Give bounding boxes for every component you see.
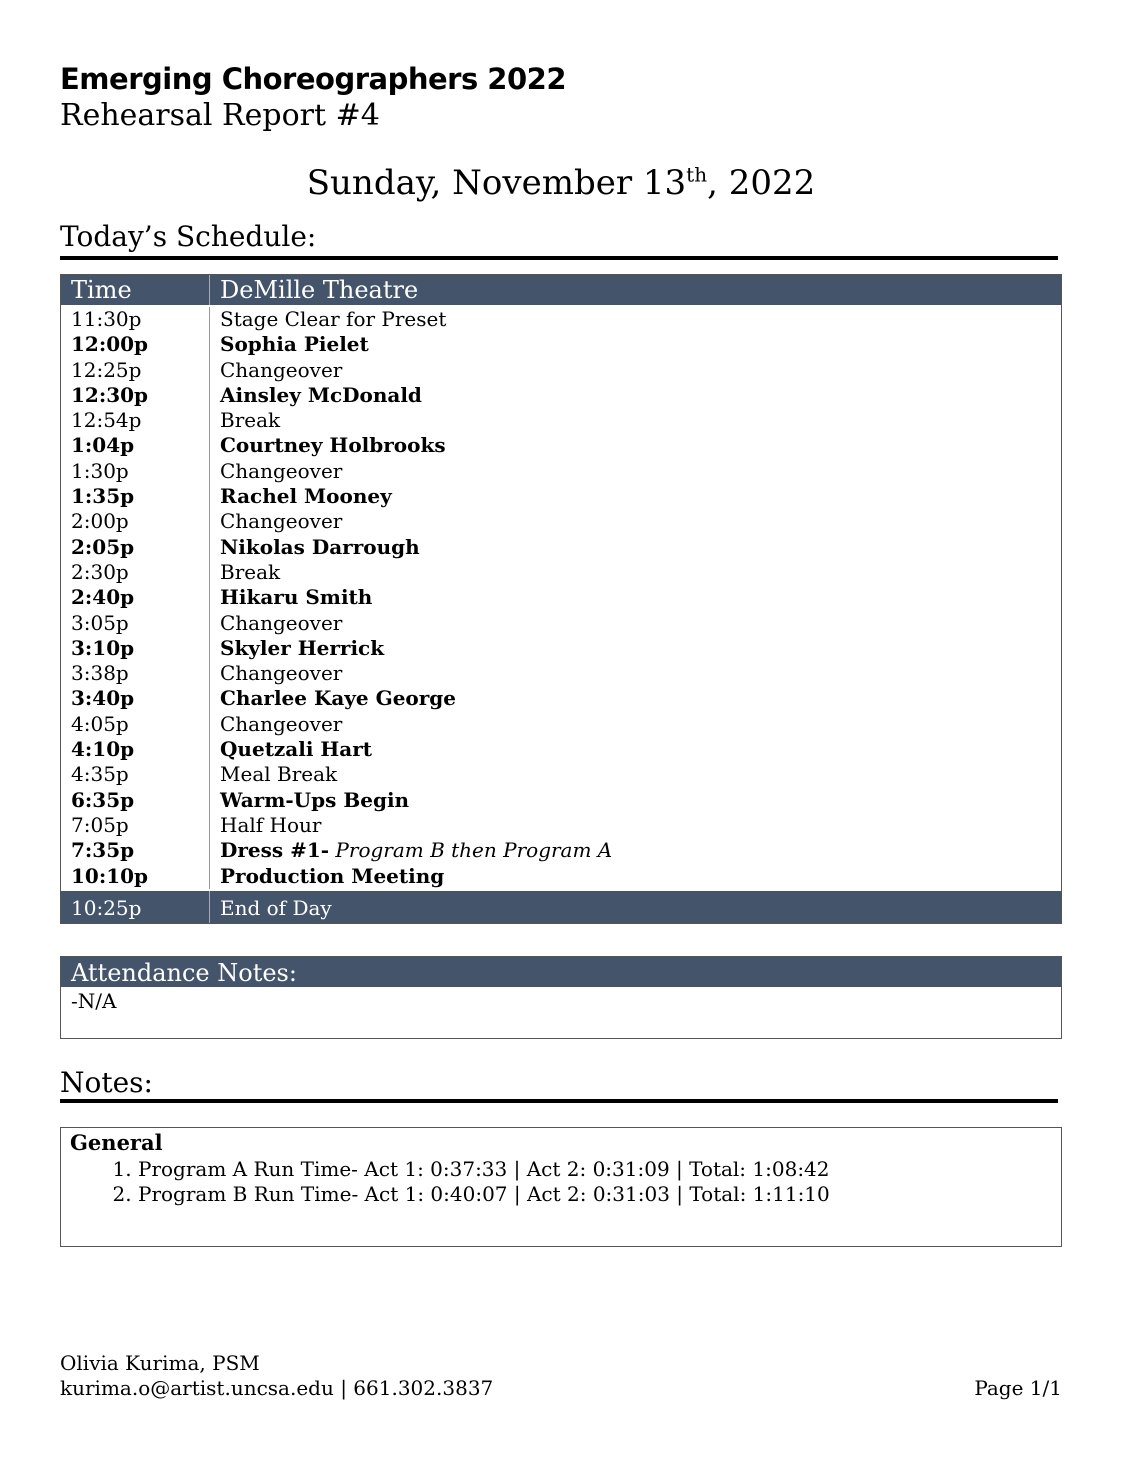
row-event [210,383,1061,408]
row-event [210,484,1061,509]
table-row [61,585,1061,610]
row-time: 1:04p [61,433,210,458]
table-row [61,560,1061,585]
table-row [61,813,1061,838]
end-time: 10:25p [61,891,210,923]
end-event: End of Day [220,895,332,920]
col-time-header: Time [61,275,210,305]
row-event-text: Changeover [220,357,343,382]
author-contact: kurima.o@artist.uncsa.edu | 661.302.3837 [60,1376,494,1400]
row-event [210,459,1061,484]
report-date [0,163,1122,203]
row-event [210,332,1061,357]
report-title: Emerging Choreographers 2022 [60,62,567,96]
row-event-text: Break [220,408,281,433]
table-row [61,611,1061,636]
row-event-text: Ainsley McDonald [220,382,422,407]
table-row [61,712,1061,737]
row-event-text: Meal Break [220,762,338,787]
row-event-text: Warm-Ups Begin [220,787,410,812]
row-event [210,686,1061,711]
row-time: 12:30p [61,383,210,408]
row-event [210,838,1061,863]
row-time: 2:00p [61,509,210,534]
row-time: 2:40p [61,585,210,610]
row-time: 1:35p [61,484,210,509]
row-event [210,560,1061,585]
row-event-text: Courtney Holbrooks [220,433,446,458]
row-event [210,585,1061,610]
table-row [61,737,1061,762]
table-row [61,383,1061,408]
schedule-heading: Today’s Schedule: [60,220,317,253]
row-time: 12:00p [61,332,210,357]
row-event-text: Break [220,559,281,584]
row-time: 12:25p [61,358,210,383]
row-time: 4:10p [61,737,210,762]
schedule-rows [61,305,1061,891]
row-event-text: Changeover [220,610,343,635]
schedule-table [60,274,1062,924]
date-year: , 2022 [707,163,816,203]
table-row [61,535,1061,560]
table-row [61,661,1061,686]
row-event [210,864,1061,889]
row-event-text: Nikolas Darrough [220,534,420,559]
date-suffix: th [686,162,708,187]
row-event [210,509,1061,534]
table-row [61,636,1061,661]
attendance-box [60,956,1062,1039]
row-event-text: Quetzali Hart [220,737,373,762]
row-event-text: Changeover [220,661,343,686]
table-row [61,459,1061,484]
table-row [61,358,1061,383]
schedule-end-row [61,891,1061,923]
row-time: 6:35p [61,788,210,813]
row-event-text: Production Meeting [220,863,445,888]
row-time: 11:30p [61,307,210,332]
row-event [210,737,1061,762]
row-time: 2:05p [61,535,210,560]
schedule-header-row [61,275,1061,305]
list-item: 1. Program A Run Time- Act 1: 0:37:33 | Act 2: 0:31:09 | Total: 1:08:42 [138,1157,1061,1182]
row-event-text: Changeover [220,509,343,534]
table-row [61,788,1061,813]
table-row [61,864,1061,889]
row-time: 12:54p [61,408,210,433]
row-time: 7:35p [61,838,210,863]
table-row [61,484,1061,509]
notes-rule [60,1099,1058,1103]
row-time: 4:35p [61,762,210,787]
table-row [61,433,1061,458]
row-event-text: Changeover [220,711,343,736]
row-event [210,762,1061,787]
row-event-text: Changeover [220,458,343,483]
notes-box [60,1127,1062,1247]
attendance-body: -N/A [71,989,117,1013]
row-event-text: Stage Clear for Preset [220,307,447,331]
row-time: 3:38p [61,661,210,686]
table-row [61,332,1061,357]
row-event [210,712,1061,737]
row-event [210,661,1061,686]
row-event [210,358,1061,383]
row-event-text: Dress #1- [220,838,330,863]
general-heading: General [70,1130,163,1155]
row-event [210,408,1061,433]
row-event-text: Charlee Kaye George [220,686,457,711]
row-event [210,433,1061,458]
list-item: 2. Program B Run Time- Act 1: 0:40:07 | Act 2: 0:31:03 | Total: 1:11:10 [138,1182,1061,1207]
table-row [61,509,1061,534]
row-time: 3:40p [61,686,210,711]
row-time: 3:05p [61,611,210,636]
attendance-heading: Attendance Notes: [61,957,1061,987]
table-row [61,307,1061,332]
row-event [210,788,1061,813]
row-time: 7:05p [61,813,210,838]
row-event [210,813,1061,838]
row-time: 10:10p [61,864,210,889]
row-event [210,611,1061,636]
row-event-text: Rachel Mooney [220,484,392,509]
page-number: Page 1/1 [974,1376,1062,1400]
notes-heading: Notes: [60,1066,153,1099]
table-row [61,838,1061,863]
general-notes-list [61,1157,1061,1207]
author-name: Olivia Kurima, PSM [60,1351,260,1375]
row-event-detail: Program B then Program A [329,838,613,863]
row-event-text: Skyler Herrick [220,635,385,660]
row-event [210,636,1061,661]
date-main: Sunday, November 13 [306,163,687,203]
row-event [210,535,1061,560]
row-event-text: Sophia Pielet [220,332,369,357]
row-event-text: Hikaru Smith [220,585,373,610]
table-row [61,686,1061,711]
report-subtitle: Rehearsal Report #4 [60,98,380,133]
row-event-text: Half Hour [220,812,322,837]
col-venue-header: DeMille Theatre [220,276,419,304]
row-time: 1:30p [61,459,210,484]
table-row [61,762,1061,787]
row-time: 2:30p [61,560,210,585]
row-time: 4:05p [61,712,210,737]
row-event [210,307,1061,332]
row-time: 3:10p [61,636,210,661]
table-row [61,408,1061,433]
schedule-rule [60,256,1058,260]
